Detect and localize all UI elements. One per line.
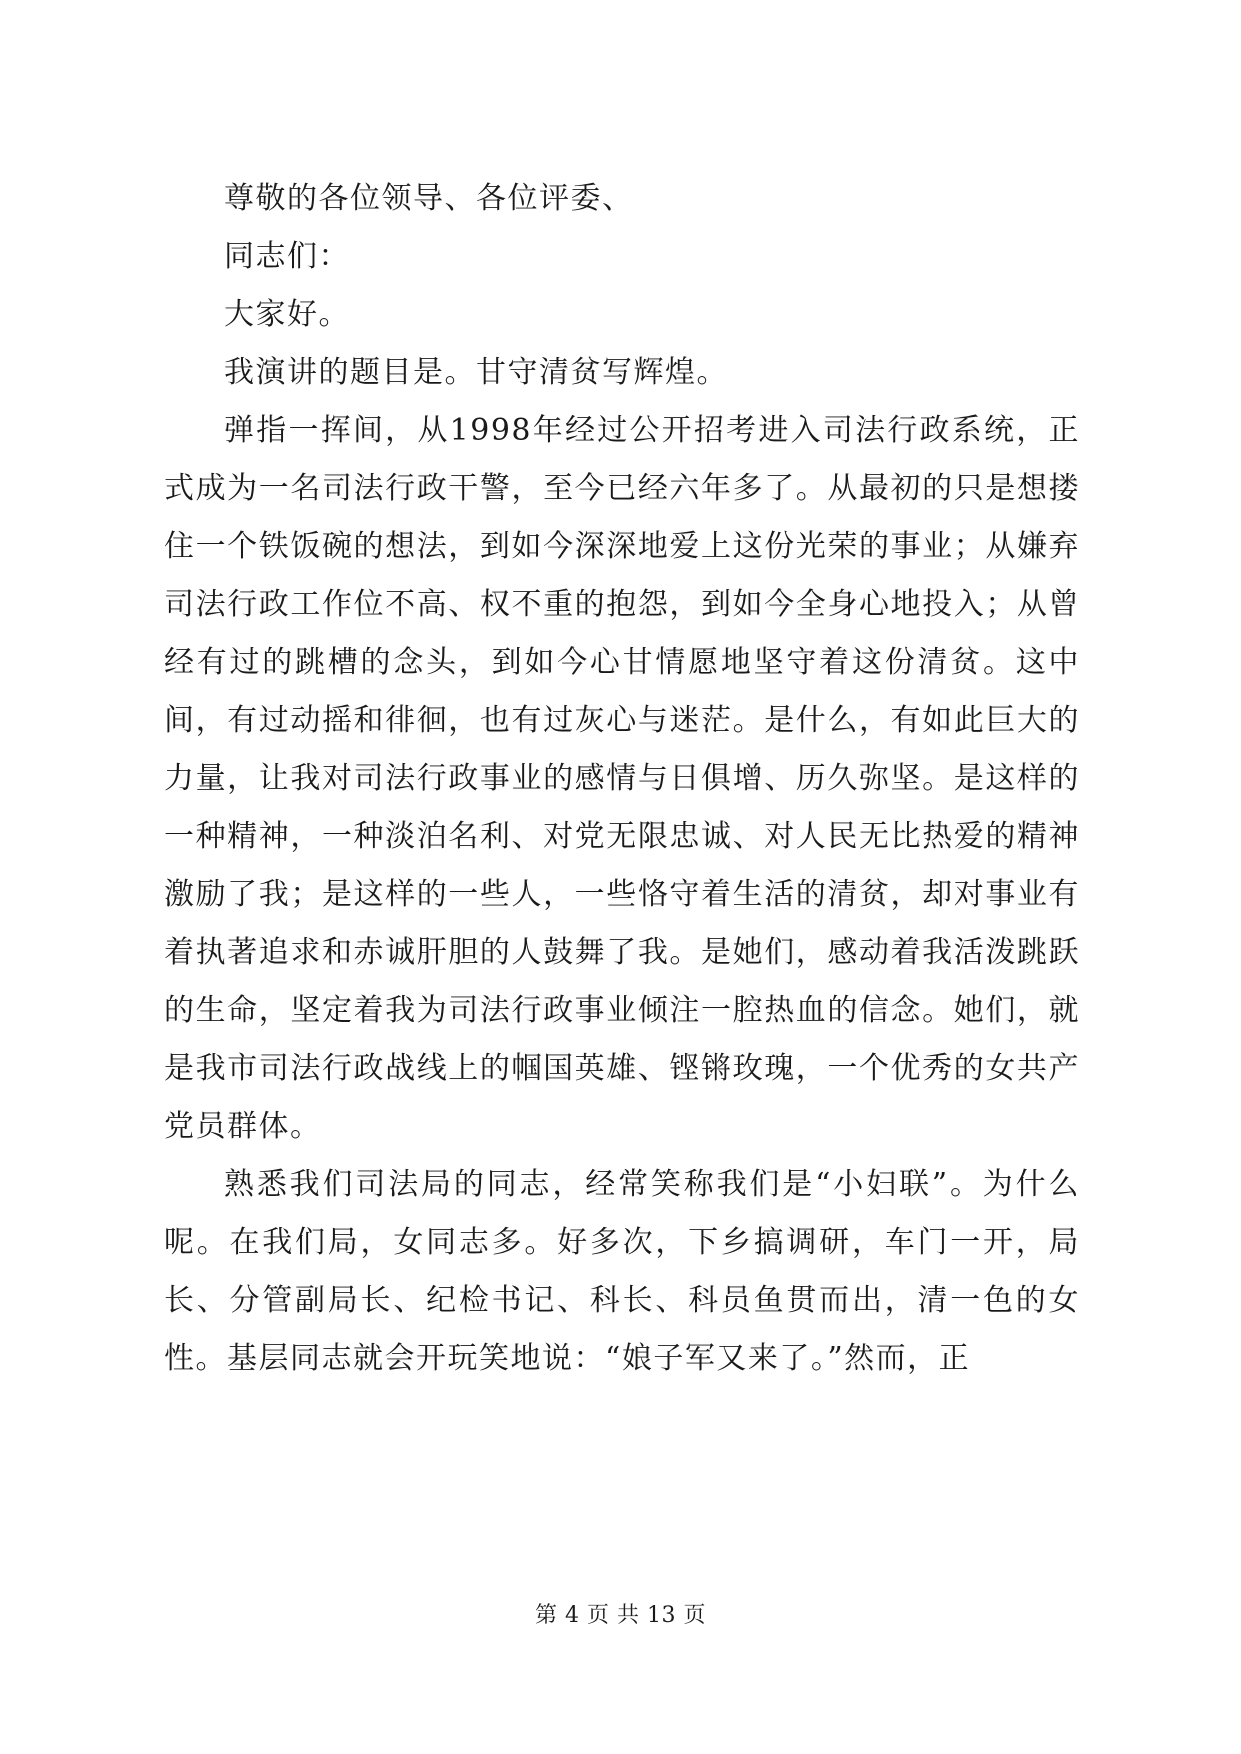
salutation-leaders: 尊敬的各位领导、各位评委、 (224, 181, 634, 216)
body-paragraph: 熟悉我们司法局的同志，经常笑称我们是“小妇联”。为什么呢。在我们局，女同志多。好多次，下乡搞调研，车门一开，局长、分管副局长、纪检书记、科长、科员鱼贯而出，清一色的女性。基层同志就会开玩笑地说：“娘子军又来了。”然而，正 (164, 1167, 1080, 1376)
speech-topic: 我演讲的题目是。甘守清贫写辉煌。 (224, 355, 728, 390)
page-number-footer: 第 4 页 共 13 页 (535, 1603, 706, 1628)
greeting: 大家好。 (224, 297, 350, 332)
document-body (164, 170, 1080, 1388)
salutation-comrades: 同志们： (224, 239, 350, 274)
body-paragraph: 弹指一挥间，从1998年经过公开招考进入司法行政系统，正式成为一名司法行政干警，至今已经六年多了。从最初的只是想搂住一个铁饭碗的想法，到如今深深地爱上这份光荣的事业；从嫌弃司法行政工作位不高、权不重的抱怨，到如今全身心地投入；从曾经有过的跳槽的念头，到如今心甘情愿地坚守着这份清贫。这中间，有过动摇和徘徊，也有过灰心与迷茫。是什么，有如此巨大的力量，让我对司法行政事业的感情与日俱增、历久弥坚。是这样的一种精神，一种淡泊名利、对党无限忠诚、对人民无比热爱的精神激励了我；是这样的一些人，一些恪守着生活的清贫，却对事业有着执著追求和赤诚肝胆的人鼓舞了我。是她们，感动着我活泼跳跃的生命，坚定着我为司法行政事业倾注一腔热血的信念。她们，就是我市司法行政战线上的帼国英雄、铿锵玫瑰，一个优秀的女共产党员群体。 (164, 413, 1080, 1144)
